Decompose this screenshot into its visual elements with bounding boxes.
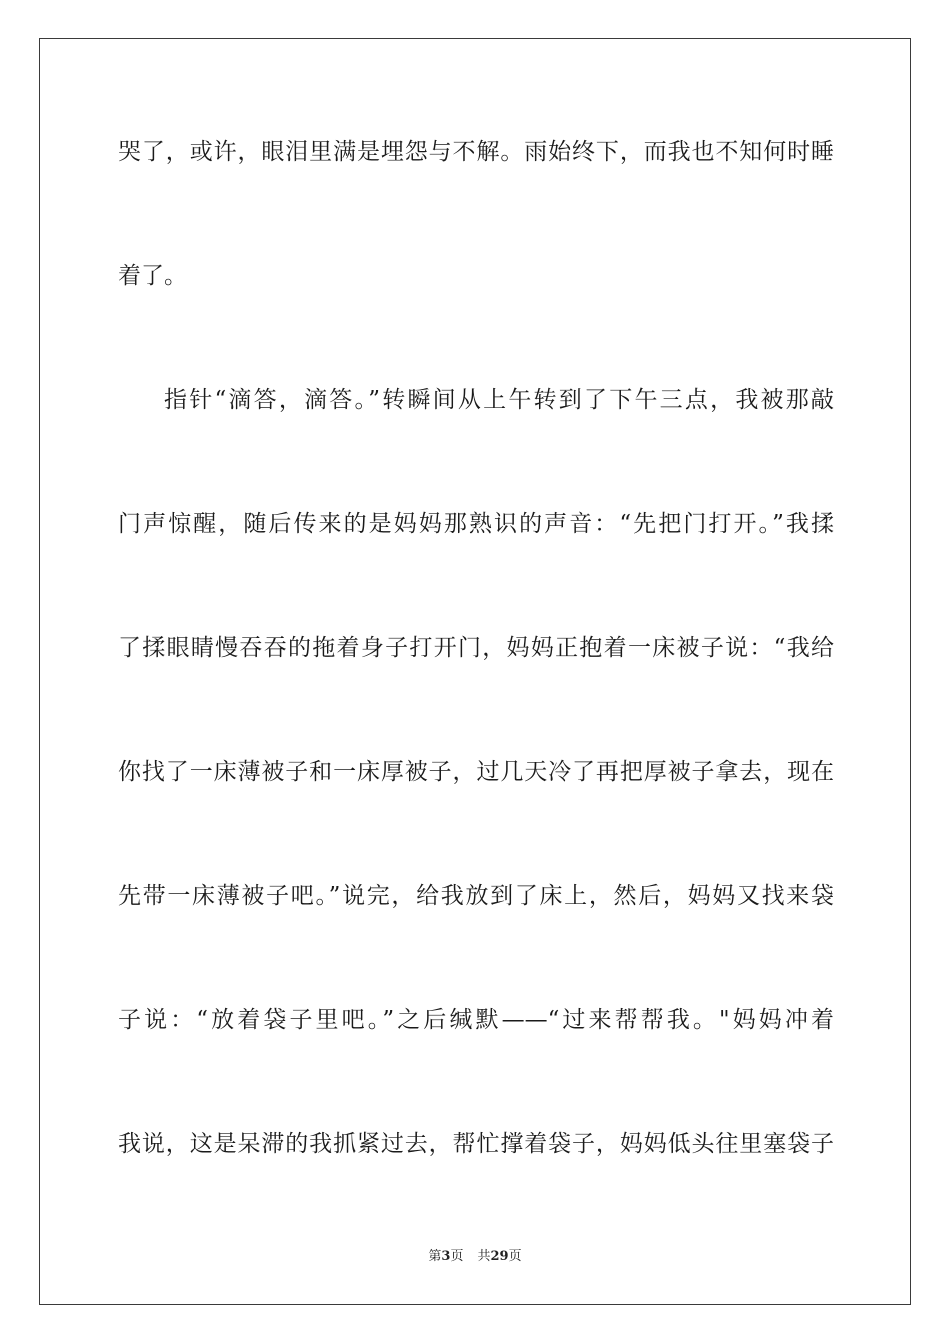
text-line-3: 指针“滴答，滴答。”转瞬间从上午转到了下午三点，我被那敲 — [164, 387, 834, 413]
page-prefix: 第 — [428, 1249, 442, 1264]
page-number: 3 — [441, 1249, 451, 1264]
text-line-9: 我说，这是呆滞的我抓紧过去，帮忙撑着袋子，妈妈低头往里塞袋子 — [118, 1131, 834, 1157]
total-prefix: 共 — [477, 1249, 491, 1264]
page-suffix: 页 — [450, 1249, 464, 1264]
total-suffix: 页 — [508, 1249, 522, 1264]
text-line-2: 着了。 — [118, 263, 187, 289]
text-line-1: 哭了，或许，眼泪里满是埋怨与不解。雨始终下，而我也不知何时睡 — [118, 139, 834, 165]
text-line-7: 先带一床薄被子吧。”说完，给我放到了床上，然后，妈妈又找来袋 — [118, 883, 834, 909]
text-line-6: 你找了一床薄被子和一床厚被子，过几天冷了再把厚被子拿去，现在 — [118, 759, 834, 785]
page-footer — [0, 1248, 950, 1266]
text-line-4: 门声惊醒，随后传来的是妈妈那熟识的声音：“先把门打开。”我揉 — [118, 511, 834, 537]
text-line-8: 子说：“放着袋子里吧。”之后缄默——“过来帮帮我。"妈妈冲着 — [118, 1007, 834, 1033]
page-border — [39, 38, 911, 1305]
total-pages: 29 — [490, 1249, 509, 1264]
text-line-5: 了揉眼睛慢吞吞的拖着身子打开门，妈妈正抱着一床被子说：“我给 — [118, 635, 834, 661]
